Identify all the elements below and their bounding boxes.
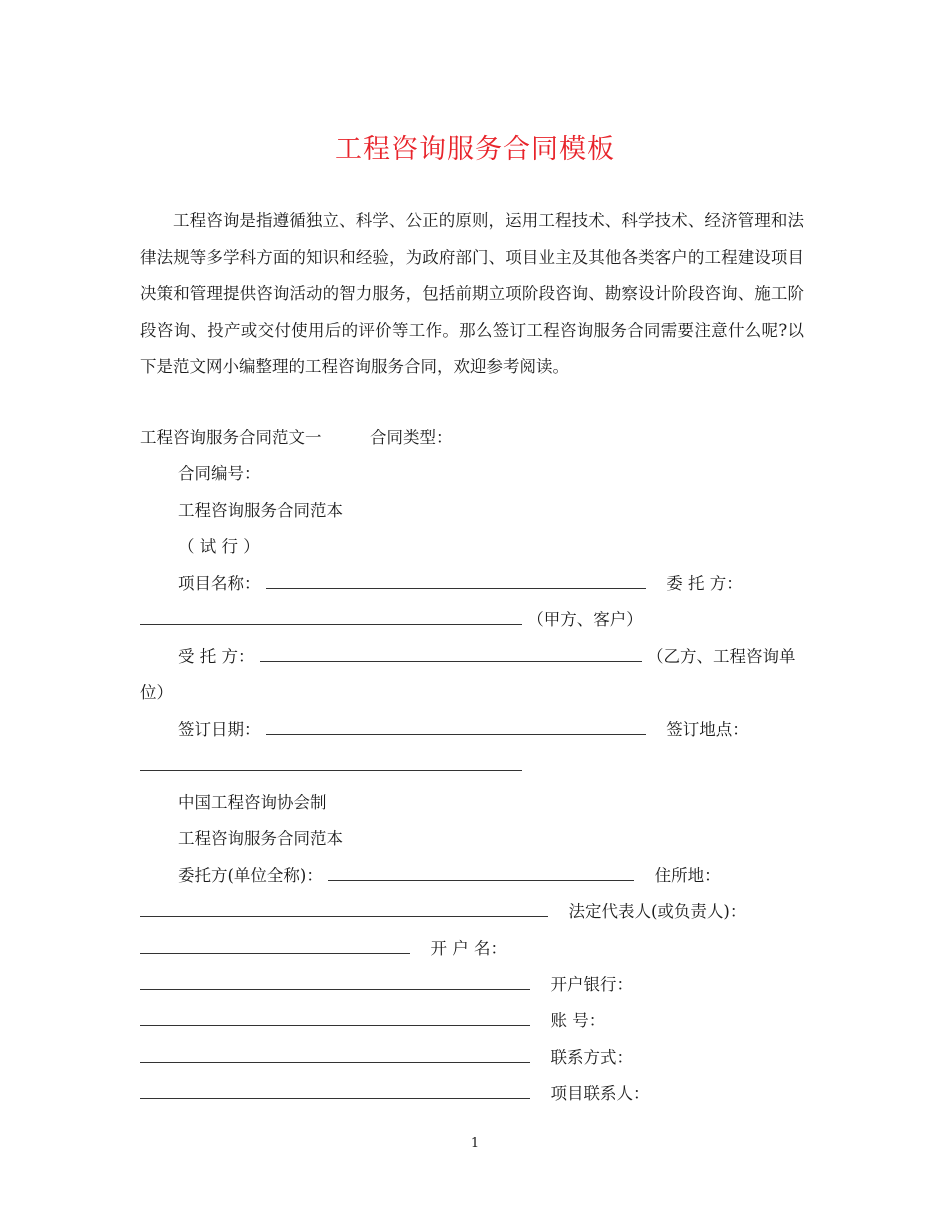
account-name-row [140, 934, 507, 964]
section-heading-row [140, 423, 453, 453]
account-name-label: 开 户 名： [430, 939, 507, 958]
contract-number-label: 合同编号： [178, 464, 261, 483]
model-title: 工程咨询服务合同范本 [178, 501, 343, 520]
bank-blank[interactable] [140, 1007, 530, 1026]
address-blank[interactable] [140, 898, 548, 917]
project-contact-label: 项目联系人： [550, 1084, 650, 1103]
sign-place-label: 签订地点： [666, 720, 749, 739]
contractor-note-a: （乙方、工程咨询单 [647, 647, 796, 666]
legal-rep-row [140, 897, 746, 927]
trial-note: （ 试 行 ） [178, 537, 260, 556]
page-number: 1 [470, 1136, 480, 1151]
client-note: （甲方、客户） [527, 610, 643, 629]
project-name-row [178, 569, 743, 599]
bank-row [140, 970, 633, 1000]
legal-rep-blank[interactable] [140, 935, 410, 954]
sign-place-row [140, 751, 522, 781]
account-no-blank[interactable] [140, 1044, 530, 1063]
sign-date-label: 签订日期： [178, 720, 261, 739]
client-full-row [178, 861, 721, 891]
sign-date-row [178, 715, 749, 745]
legal-rep-label: 法定代表人(或负责人)： [568, 902, 747, 921]
contact-label: 联系方式： [550, 1048, 633, 1067]
project-name-blank[interactable] [266, 570, 646, 589]
sign-place-blank[interactable] [140, 752, 522, 771]
client-full-blank[interactable] [328, 862, 634, 881]
client-blank[interactable] [140, 606, 522, 625]
sign-date-blank[interactable] [266, 716, 646, 735]
account-no-row [140, 1006, 605, 1036]
project-contact-row [140, 1079, 650, 1109]
contractor-row [178, 642, 796, 672]
account-name-blank[interactable] [140, 971, 530, 990]
account-no-label: 账 号： [550, 1011, 606, 1030]
contractor-note-b: 位） [140, 683, 173, 702]
issuer: 中国工程咨询协会制 [178, 793, 327, 812]
intro-paragraph: 工程咨询是指遵循独立、科学、公正的原则，运用工程技术、科学技术、经济管理和法律法规等多学科方面的知识和经验，为政府部门、项目业主及其他各类客户的工程建设项目决策和管理提供咨询活动的智力服务，包括前期立项阶段咨询、勘察设计阶段咨询、施工阶段咨询、投产或交付使用后的评价等工作。那么签订工程咨询服务合同需要注意什么呢?以下是范文网小编整理的工程咨询服务合同，欢迎参考阅读。 [140, 211, 804, 377]
project-name-label: 项目名称： [178, 574, 261, 593]
contractor-blank[interactable] [260, 643, 642, 662]
model-title-2: 工程咨询服务合同范本 [178, 829, 343, 848]
client-row [140, 605, 643, 635]
contact-blank[interactable] [140, 1080, 530, 1099]
contractor-label: 受 托 方： [178, 647, 255, 666]
contract-type-label: 合同类型： [370, 428, 453, 447]
address-label: 住所地： [654, 866, 721, 885]
client-full-label: 委托方(单位全称)： [178, 866, 323, 885]
bank-label: 开户银行： [550, 975, 633, 994]
document-title: 工程咨询服务合同模板 [335, 134, 615, 165]
contact-row [140, 1043, 633, 1073]
section-heading: 工程咨询服务合同范文一 [140, 428, 322, 447]
client-label: 委 托 方： [666, 574, 743, 593]
